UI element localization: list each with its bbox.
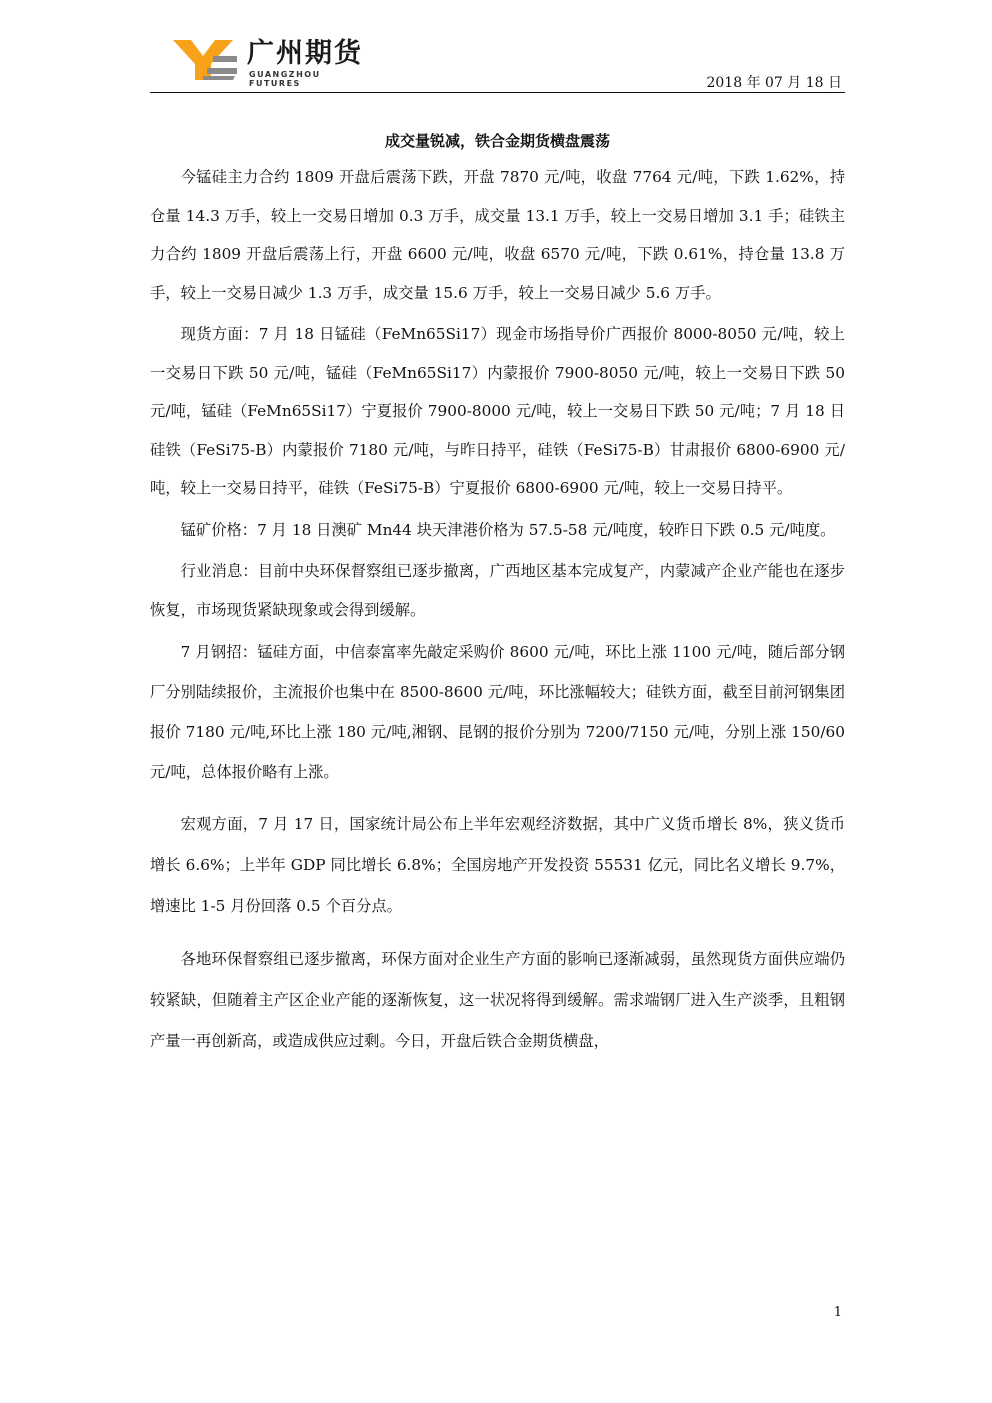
paragraph-manganese-ore: 锰矿价格：7 月 18 日澳矿 Mn44 块天津港价格为 57.5-58 元/吨度，较昨日下跌 0.5 元/吨度。 (180, 520, 836, 539)
header-divider (150, 92, 845, 93)
company-logo (173, 38, 373, 88)
guangzhou-futures-logo-icon (173, 38, 237, 82)
logo-english-name: GUANGZHOU FUTURES (249, 70, 321, 88)
report-date: 2018 年 07 月 18 日 (706, 75, 842, 91)
paragraph-industry-news: 行业消息：目前中央环保督察组已逐步撤离，广西地区基本完成复产，内蒙减产企业产能也在逐步恢复，市场现货紧缺现象或会得到缓解。 (150, 562, 845, 619)
paragraph-macro: 宏观方面，7 月 17 日，国家统计局公布上半年宏观经济数据，其中广义货币增长 8%，狭义货币增长 6.6%；上半年 GDP 同比增长 6.8%；全国房地产开发投资 55531 亿元，同比名义增长 9.7%，增速比 1-5 月份回落 0.5 个百分点。 (150, 815, 845, 915)
page-number: 1 (833, 1305, 842, 1320)
logo-chinese-name: 广州期货 (247, 38, 363, 69)
paragraph-outlook: 各地环保督察组已逐步撤离，环保方面对企业生产方面的影响已逐渐减弱，虽然现货方面供应端仍较紧缺，但随着主产区企业产能的逐渐恢复，这一状况将得到缓解。需求端钢厂进入生产淡季，且粗钢产量一再创新高，或造成供应过剩。今日，开盘后铁合金期货横盘， (150, 950, 845, 1050)
document-title: 成交量锐减，铁合金期货横盘震荡 (384, 132, 610, 150)
paragraph-futures-summary: 今锰硅主力合约 1809 开盘后震荡下跌，开盘 7870 元/吨，收盘 7764 元/吨，下跌 1.62%，持仓量 14.3 万手，较上一交易日增加 0.3 万手，成交量 13.1 万手，较上一交易日增加 3.1 手；硅铁主力合约 1809 开盘后震荡上行，开盘 6600 元/吨，收盘 6570 元/吨，下跌 0.61%，持仓量 13.8 万手，较上一交易日减少 1.3 万手，成交量 15.6 万手，较上一交易日减少 5.6 万手。 (150, 168, 845, 302)
paragraph-steel-tender: 7 月钢招：锰硅方面，中信泰富率先敲定采购价 8600 元/吨，环比上涨 1100 元/吨，随后部分钢厂分别陆续报价，主流报价也集中在 8500-8600 元/吨，环比涨幅较大；硅铁方面，截至目前河钢集团报价 7180 元/吨,环比上涨 180 元/吨,湘钢、昆钢的报价分别为 7200/7150 元/吨，分别上涨 150/60 元/吨，总体报价略有上涨。 (150, 643, 845, 781)
paragraph-spot-prices: 现货方面：7 月 18 日锰硅（FeMn65Si17）现金市场指导价广西报价 8000-8050 元/吨，较上一交易日下跌 50 元/吨，锰硅（FeMn65Si17）内蒙报价 7900-8050 元/吨，较上一交易日下跌 50 元/吨，锰硅（FeMn65Si17）宁夏报价 7900-8000 元/吨，较上一交易日下跌 50 元/吨；7 月 18 日硅铁（FeSi75-B）内蒙报价 7180 元/吨，与昨日持平，硅铁（FeSi75-B）甘肃报价 6800-6900 元/吨，较上一交易日持平，硅铁（FeSi75-B）宁夏报价 6800-6900 元/吨，较上一交易日持平。 (150, 325, 845, 497)
document-body (150, 158, 845, 1062)
